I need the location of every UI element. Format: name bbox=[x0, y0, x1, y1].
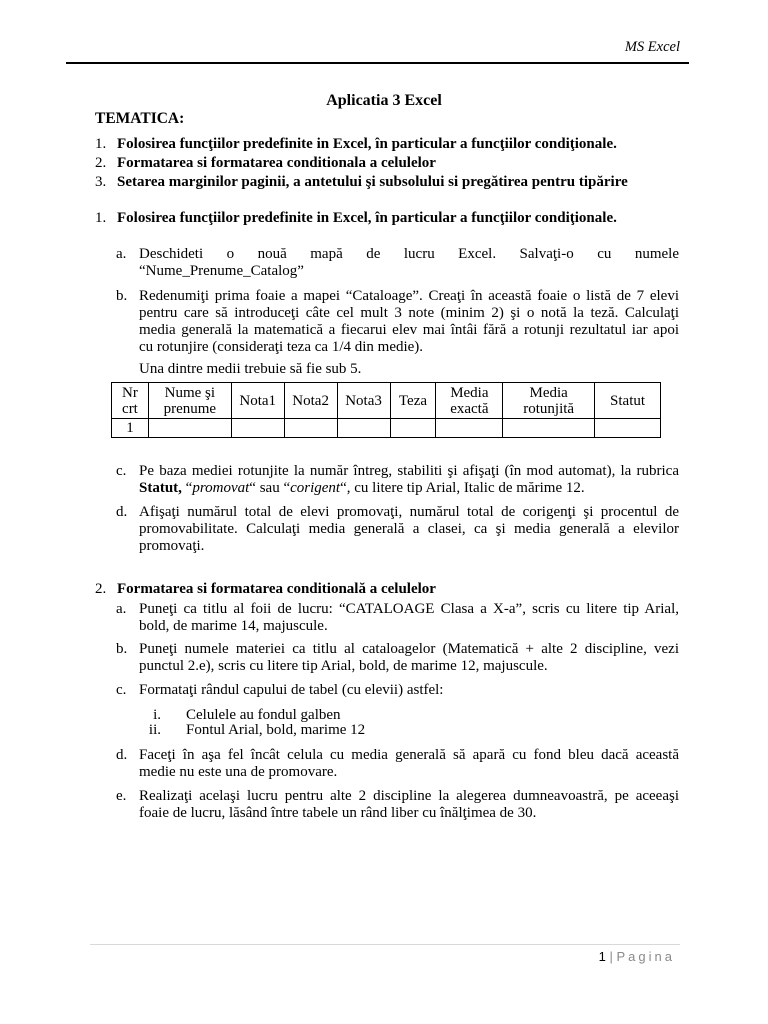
text-line: Deschideti o nouă mapă de lucru Excel. Salvaţi-o cu numele bbox=[139, 246, 679, 262]
text-line: Puneţi numele materiei ca titlu al cataloagelor (Matematică + alte 2 discipline, vezi bbox=[139, 641, 679, 657]
text-run: “ sau “ bbox=[249, 480, 291, 496]
catalog-table bbox=[111, 382, 661, 438]
sub-item: Celulele au fondul galben bbox=[186, 707, 341, 723]
header-line: exactă bbox=[450, 400, 489, 417]
footer-separator: | bbox=[609, 949, 613, 964]
table-cell bbox=[148, 419, 231, 438]
section1-item-a bbox=[139, 246, 679, 280]
text-line: pentru care să introduceţi câte cel mult 3 note (minim 2) şi o notă la teză. Calculaţi bbox=[139, 305, 679, 321]
section2-item-a bbox=[139, 601, 679, 635]
header-line: Nr bbox=[122, 384, 138, 401]
item-marker: b. bbox=[116, 288, 128, 304]
header-line: Nota2 bbox=[292, 392, 329, 409]
table-cell bbox=[231, 419, 284, 438]
section2-item-e bbox=[139, 788, 679, 822]
table-header-cell bbox=[337, 383, 390, 419]
header-rule bbox=[66, 62, 689, 64]
footer-rule bbox=[90, 944, 680, 945]
section2-heading: Formatarea si formatarea conditională a celulelor bbox=[117, 581, 436, 597]
header-line: Nume şi bbox=[164, 384, 216, 401]
page-header-text: MS Excel bbox=[624, 39, 680, 55]
table-header-row bbox=[112, 383, 661, 419]
table-header-cell bbox=[390, 383, 436, 419]
text-line: media generală la matematică a fiecarui elev mai întâi fără a rotunji rezultatul iar apoi bbox=[139, 322, 679, 338]
text-line: bold, de marime 14, majuscule. bbox=[139, 618, 328, 634]
table-cell bbox=[337, 419, 390, 438]
table-header-cell bbox=[436, 383, 503, 419]
table-cell bbox=[284, 419, 337, 438]
section1-heading: Folosirea funcţiilor predefinite in Excel, în particular a funcţiilor condiţionale. bbox=[117, 210, 617, 226]
text-line: “Nume_Prenume_Catalog” bbox=[139, 263, 304, 279]
section1-item-c bbox=[139, 463, 679, 497]
text-line: Faceţi în aşa fel încât celula cu media generală să apară cu fond bleu dacă această bbox=[139, 747, 679, 763]
section2-item-c: Formataţi rândul capului de tabel (cu elevii) astfel: bbox=[139, 682, 444, 698]
tematica-item: Folosirea funcţiilor predefinite in Excel, în particular a funcţiilor condiţionale. bbox=[117, 136, 617, 152]
table-header-cell bbox=[503, 383, 595, 419]
table-cell: 1 bbox=[112, 419, 149, 438]
page-footer bbox=[599, 948, 675, 965]
table-cell bbox=[390, 419, 436, 438]
section2-item-b bbox=[139, 641, 679, 675]
text-line: medie nu este una de promovare. bbox=[139, 764, 338, 780]
text-run: “, cu litere tip Arial, Italic de mărime 12. bbox=[340, 480, 585, 496]
sub-item: Fontul Arial, bold, marime 12 bbox=[186, 722, 366, 738]
header-line: Nota3 bbox=[345, 392, 382, 409]
table-row bbox=[112, 419, 661, 438]
statut-label: Statut, bbox=[139, 480, 182, 496]
item-marker: c. bbox=[116, 463, 127, 479]
table-header-cell bbox=[148, 383, 231, 419]
corigent-term: corigent bbox=[290, 480, 341, 496]
item-marker: d. bbox=[116, 747, 128, 763]
header-line: Teza bbox=[398, 392, 428, 409]
text-run: “ bbox=[181, 480, 193, 496]
header-line: crt bbox=[122, 400, 138, 417]
header-line: Media bbox=[529, 384, 568, 401]
section2-item-d bbox=[139, 747, 679, 781]
sub-item-marker: i. bbox=[153, 707, 161, 723]
table-header-cell bbox=[231, 383, 284, 419]
section1-item-b bbox=[139, 288, 679, 356]
sub-item-marker: ii. bbox=[148, 722, 161, 738]
header-line: Statut bbox=[610, 392, 646, 409]
table-cell bbox=[595, 419, 661, 438]
promovat-term: promovat bbox=[192, 480, 250, 496]
text-line: Realizaţi acelaşi lucru pentru alte 2 discipline la alegerea dumneavoastră, pe aceeaşi bbox=[139, 788, 679, 804]
text-line: Puneţi ca titlu al foii de lucru: “CATALOAGE Clasa a X-a”, scris cu litere tip Arial, bbox=[139, 601, 679, 617]
header-line: rotunjită bbox=[523, 400, 575, 417]
table-cell bbox=[503, 419, 595, 438]
header-line: Media bbox=[450, 384, 489, 401]
text-line: foaie de lucru, lăsând între tabele un rând liber cu înălţimea de 30. bbox=[139, 805, 537, 821]
text-line: promovaţi. bbox=[139, 538, 205, 554]
tematica-item: Setarea marginilor paginii, a antetului şi subsolului si pregătirea pentru tipărire bbox=[117, 174, 628, 190]
header-line: prenume bbox=[163, 400, 217, 417]
item-marker: c. bbox=[116, 682, 127, 698]
text-line bbox=[139, 480, 679, 497]
tematica-item-number: 1. bbox=[95, 136, 107, 152]
text-line: Afişaţi numărul total de elevi promovaţi, numărul total de corigenţi şi procentul de bbox=[139, 504, 679, 520]
section1-note: Una dintre medii trebuie să fie sub 5. bbox=[139, 361, 362, 377]
section1-item-d bbox=[139, 504, 679, 555]
tematica-item-number: 3. bbox=[95, 174, 107, 190]
section2-number: 2. bbox=[95, 581, 107, 597]
table-header-cell bbox=[112, 383, 149, 419]
table-header-cell bbox=[595, 383, 661, 419]
item-marker: a. bbox=[116, 246, 127, 262]
header-line: Nota1 bbox=[239, 392, 277, 409]
table-header-cell bbox=[284, 383, 337, 419]
tematica-item-number: 2. bbox=[95, 155, 107, 171]
section1-number: 1. bbox=[95, 210, 107, 226]
table-cell bbox=[436, 419, 503, 438]
text-line: cu rotunjire (consideraţi teza ca 1/4 din medie). bbox=[139, 339, 424, 355]
item-marker: d. bbox=[116, 504, 128, 520]
text-line: promovabilitate. Calculaţi media generală a clasei, ca şi media generală a elevilor bbox=[139, 521, 679, 537]
page-label: Pagina bbox=[616, 949, 675, 964]
item-marker: a. bbox=[116, 601, 127, 617]
document-title: Aplicatia 3 Excel bbox=[326, 92, 442, 109]
tematica-heading: TEMATICA: bbox=[95, 110, 185, 127]
text-line: Pe baza mediei rotunjite la număr întreg, stabiliti şi afişaţi (în mod automat), la rubrica bbox=[139, 463, 679, 479]
text-line: Redenumiţi prima foaie a mapei “Cataloage”. Creaţi în această foaie o listă de 7 elevi bbox=[139, 288, 679, 304]
item-marker: e. bbox=[116, 788, 127, 804]
text-line: punctul 2.e), scris cu litere tip Arial, bold, de marime 12, majuscule. bbox=[139, 658, 548, 674]
tematica-item: Formatarea si formatarea conditionala a celulelor bbox=[117, 155, 436, 171]
item-marker: b. bbox=[116, 641, 128, 657]
page-number: 1 bbox=[598, 949, 606, 964]
